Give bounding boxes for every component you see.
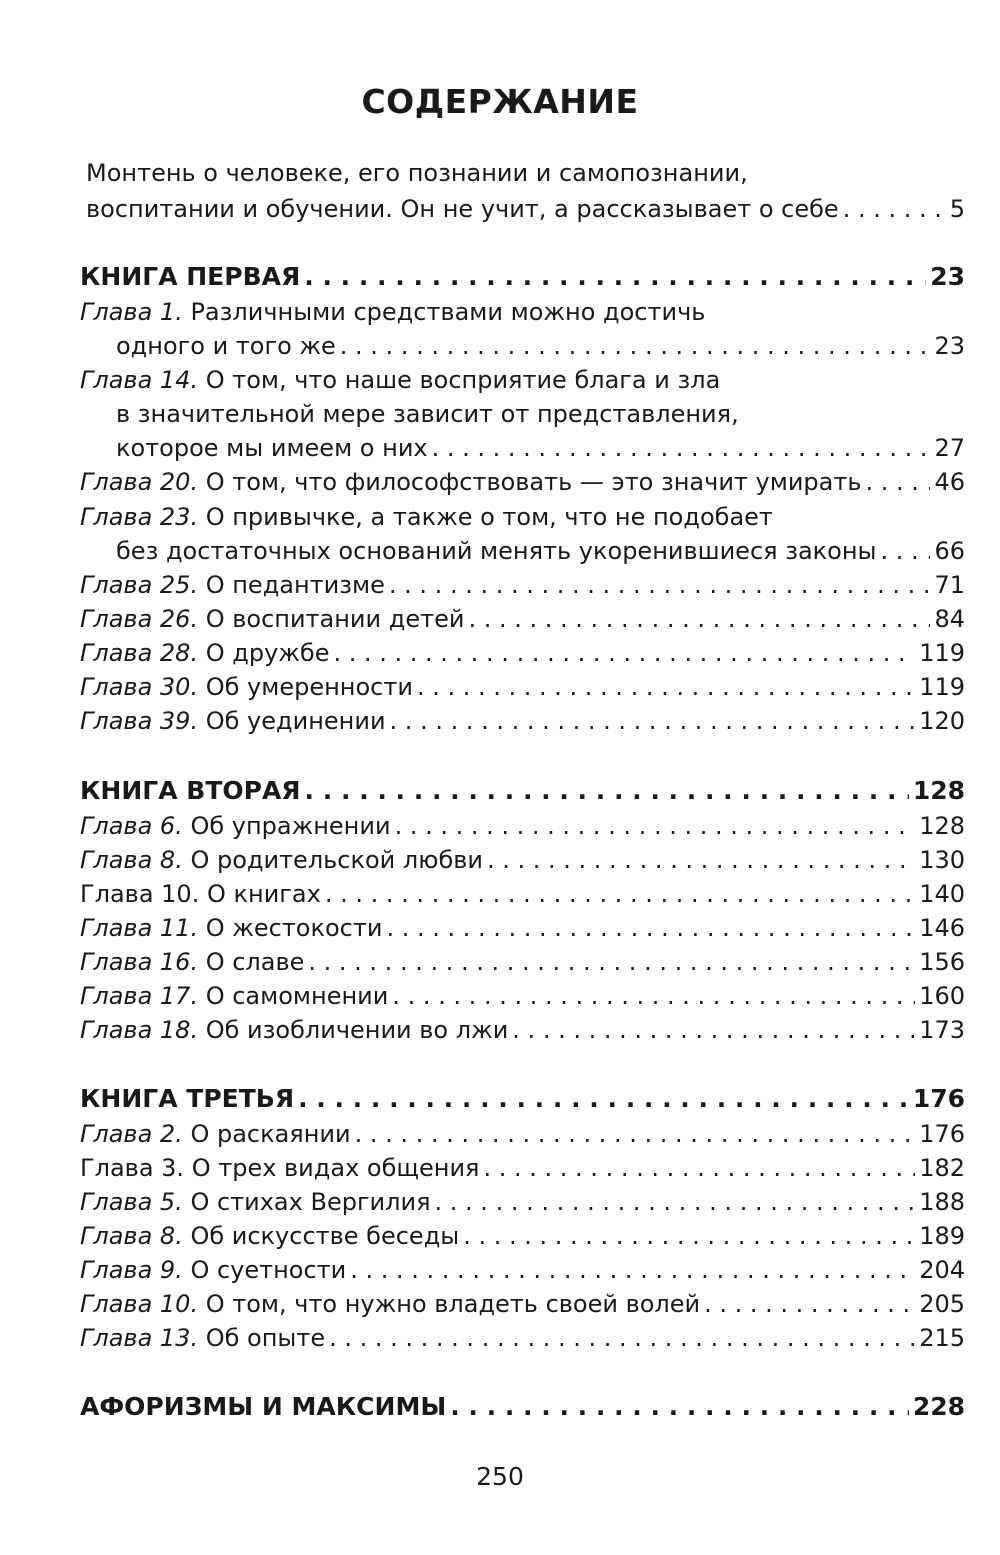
chapter-label: Глава 13.	[80, 1324, 199, 1352]
chapter-title: О трех видах общения	[191, 1154, 480, 1182]
chapter-title: Об уединении	[205, 707, 386, 735]
chapter-label: Глава 1.	[80, 298, 183, 326]
page-ref: 5	[949, 195, 965, 223]
dot-leader	[386, 911, 915, 945]
page-ref: 204	[919, 1256, 965, 1284]
page-ref: 182	[919, 1154, 965, 1182]
dot-leader	[390, 704, 916, 738]
page-ref: 156	[919, 948, 965, 976]
chapter-title: которое мы имеем о них	[116, 434, 428, 462]
chapter-label: Глава 6.	[80, 812, 183, 840]
dot-leader	[435, 1185, 916, 1219]
dot-leader	[450, 1390, 909, 1424]
chapter-title: Различными средствами можно достичь	[190, 298, 706, 326]
chapter-label: Глава 16.	[80, 948, 199, 976]
page-ref: 27	[934, 434, 965, 462]
chapter-label: Глава 11.	[80, 914, 199, 942]
chapter-entry	[80, 1185, 965, 1219]
page-ref: 128	[912, 776, 965, 805]
chapter-title: Об упражнении	[190, 812, 391, 840]
chapter-entry-line	[80, 295, 705, 329]
dot-leader	[881, 534, 931, 568]
chapter-title: без достаточных оснований менять укоренившиеся законы	[116, 537, 877, 565]
chapter-title: О суетности	[190, 1256, 347, 1284]
intro-line-1: Монтень о человеке, его познании и самопознании,	[86, 159, 748, 187]
dot-leader	[843, 192, 946, 226]
chapter-label: Глава 17.	[80, 982, 199, 1010]
chapter-entry-line	[80, 500, 773, 534]
chapter-title: О том, что наше восприятие блага и зла	[205, 366, 721, 394]
dot-leader	[325, 877, 915, 911]
chapter-entry	[80, 1253, 965, 1287]
chapter-entry	[116, 329, 965, 363]
page-ref: 140	[919, 880, 965, 908]
chapter-title: О раскаянии	[190, 1120, 351, 1148]
page-ref: 228	[912, 1392, 965, 1421]
dot-leader	[512, 1013, 915, 1047]
chapter-title: Об изобличении во лжи	[205, 1016, 509, 1044]
chapter-label: Глава 25.	[80, 571, 199, 599]
page-ref: 119	[919, 673, 965, 701]
page-ref: 120	[919, 707, 965, 735]
book-title: КНИГА ТРЕТЬЯ	[80, 1084, 295, 1113]
chapter-title: О том, что философствовать — это значит умирать	[205, 468, 862, 496]
book-one-heading	[80, 260, 965, 294]
chapter-label: Глава 9.	[80, 1256, 183, 1284]
chapter-label: Глава 8.	[80, 1222, 183, 1250]
page-ref: 188	[919, 1188, 965, 1216]
chapter-title: О славе	[205, 948, 305, 976]
dot-leader	[704, 1287, 915, 1321]
chapter-label: Глава 30.	[80, 673, 199, 701]
chapter-entry	[80, 465, 965, 499]
page-ref: 128	[919, 812, 965, 840]
chapter-label: Глава 3.	[80, 1154, 185, 1182]
chapter-title: Об искусстве беседы	[190, 1222, 460, 1250]
dot-leader	[308, 945, 915, 979]
book-title: КНИГА ПЕРВАЯ	[80, 262, 301, 291]
chapter-label: Глава 28.	[80, 639, 199, 667]
page-ref: 173	[919, 1016, 965, 1044]
chapter-label: Глава 14.	[80, 366, 199, 394]
book-two-heading	[80, 774, 965, 808]
chapter-title: О дружбе	[205, 639, 330, 667]
page-ref: 46	[934, 468, 965, 496]
chapter-label: Глава 8.	[80, 846, 183, 874]
dot-leader	[866, 465, 931, 499]
page-ref: 71	[934, 571, 965, 599]
chapter-entry	[80, 1151, 965, 1185]
chapter-title: О родительской любви	[190, 846, 483, 874]
chapter-label: Глава 10.	[80, 880, 200, 908]
page-ref: 160	[919, 982, 965, 1010]
chapter-entry	[80, 1321, 965, 1355]
chapter-title: О жестокости	[205, 914, 383, 942]
dot-leader	[392, 979, 915, 1013]
chapter-title: Об умеренности	[205, 673, 413, 701]
section-title: АФОРИЗМЫ И МАКСИМЫ	[80, 1392, 447, 1421]
dot-leader	[484, 1151, 916, 1185]
chapter-entry-line	[80, 363, 720, 397]
page-title: СОДЕРЖАНИЕ	[361, 82, 639, 121]
aphorisms-heading	[80, 1390, 965, 1424]
page-ref: 84	[934, 605, 965, 633]
page-number: 250	[476, 1462, 524, 1491]
dot-leader	[468, 602, 930, 636]
chapter-title: в значительной мере зависит от представления,	[116, 400, 739, 428]
dot-leader	[463, 1219, 915, 1253]
page-ref: 23	[934, 332, 965, 360]
chapter-label: Глава 5.	[80, 1188, 183, 1216]
chapter-entry	[116, 431, 965, 465]
chapter-entry	[80, 1219, 965, 1253]
chapter-label: Глава 26.	[80, 605, 199, 633]
chapter-entry	[80, 704, 965, 738]
intro-line-2: воспитании и обучении. Он не учит, а рассказывает о себе	[86, 195, 839, 223]
chapter-entry	[80, 1287, 965, 1321]
chapter-title: О том, что нужно владеть своей волей	[205, 1290, 701, 1318]
chapter-title: О книгах	[206, 880, 321, 908]
chapter-title: О самомнении	[205, 982, 389, 1010]
dot-leader	[417, 670, 915, 704]
page-ref: 119	[919, 639, 965, 667]
chapter-entry	[80, 568, 965, 602]
chapter-title: одного и того же	[116, 332, 336, 360]
book-three-heading	[80, 1082, 965, 1116]
page-ref: 23	[930, 262, 965, 291]
chapter-entry	[80, 602, 965, 636]
dot-leader	[350, 1253, 915, 1287]
dot-leader	[329, 1321, 915, 1355]
dot-leader	[487, 843, 915, 877]
chapter-title: Об опыте	[205, 1324, 326, 1352]
chapter-entry	[80, 911, 965, 945]
dot-leader	[340, 329, 931, 363]
book-title: КНИГА ВТОРАЯ	[80, 776, 301, 805]
page-ref: 205	[919, 1290, 965, 1318]
chapter-entry	[80, 843, 965, 877]
chapter-label: Глава 10.	[80, 1290, 199, 1318]
intro-entry	[86, 192, 965, 226]
page-ref: 189	[919, 1222, 965, 1250]
chapter-title: О стихах Вергилия	[190, 1188, 431, 1216]
chapter-entry	[80, 809, 965, 843]
chapter-entry	[80, 979, 965, 1013]
chapter-label: Глава 39.	[80, 707, 199, 735]
dot-leader	[389, 568, 931, 602]
chapter-title: О привычке, а также о том, что не подобает	[205, 503, 773, 531]
chapter-label: Глава 2.	[80, 1120, 183, 1148]
dot-leader	[304, 260, 926, 294]
dot-leader	[395, 809, 916, 843]
chapter-entry	[80, 877, 965, 911]
chapter-title: О педантизме	[205, 571, 385, 599]
chapter-entry	[80, 670, 965, 704]
dot-leader	[298, 1082, 909, 1116]
chapter-label: Глава 20.	[80, 468, 199, 496]
chapter-entry	[80, 945, 965, 979]
chapter-entry	[80, 1013, 965, 1047]
page-ref: 176	[912, 1084, 965, 1113]
chapter-entry	[80, 1117, 965, 1151]
page-ref: 130	[919, 846, 965, 874]
dot-leader	[305, 774, 909, 808]
page-ref: 215	[919, 1324, 965, 1352]
chapter-label: Глава 18.	[80, 1016, 199, 1044]
page-ref: 66	[934, 537, 965, 565]
page-ref: 146	[919, 914, 965, 942]
chapter-entry	[116, 534, 965, 568]
dot-leader	[333, 636, 915, 670]
chapter-label: Глава 23.	[80, 503, 199, 531]
chapter-entry	[80, 636, 965, 670]
chapter-title: О воспитании детей	[205, 605, 465, 633]
dot-leader	[355, 1117, 916, 1151]
dot-leader	[432, 431, 931, 465]
page-ref: 176	[919, 1120, 965, 1148]
